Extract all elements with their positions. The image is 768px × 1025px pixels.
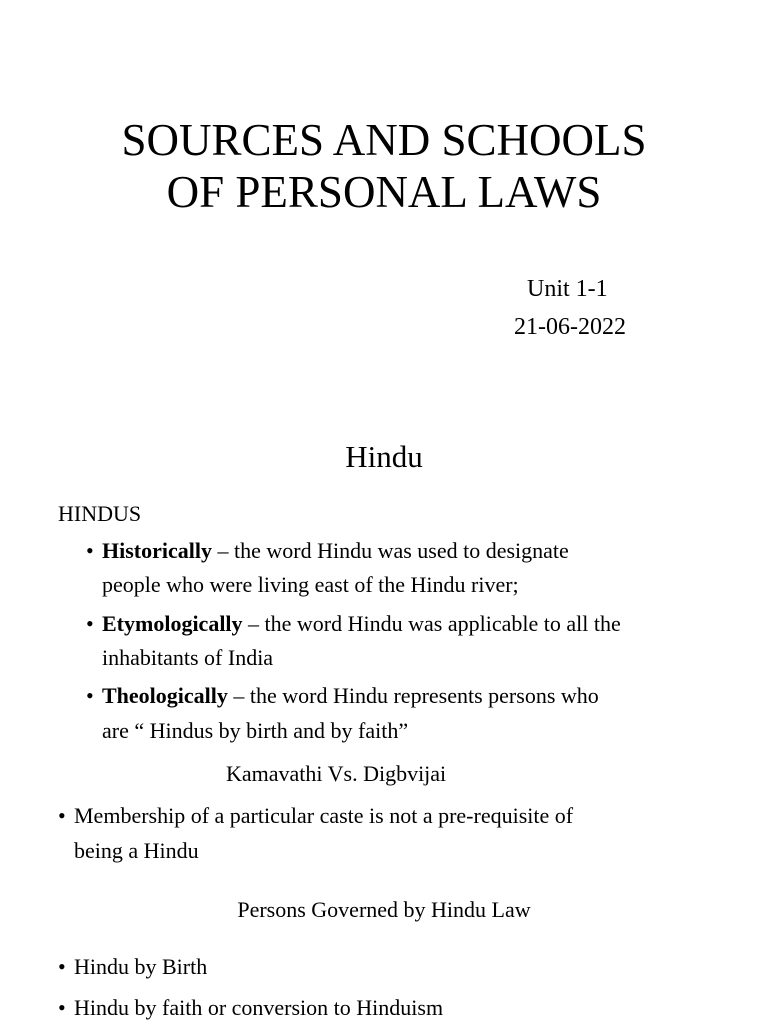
list-item-text: Membership of a particular caste is not a pre-requisite of (74, 803, 574, 828)
subheading-hindus: HINDUS (58, 501, 142, 526)
bullet-glyph: • (86, 538, 94, 563)
list-item-text: – the word Hindu was used to designate (211, 538, 569, 563)
list-item-line (102, 534, 569, 568)
list-item-text: – the word Hindu represents persons who (227, 683, 599, 708)
case-citation: Kamavathi Vs. Digbvijai (226, 761, 447, 786)
list-item-term: Etymologically (102, 611, 243, 636)
list-item-term: Theologically (102, 683, 228, 708)
list-item-continuation: inhabitants of India (102, 645, 274, 670)
bullet-glyph: • (58, 954, 66, 979)
persons-governed-heading: Persons Governed by Hindu Law (237, 897, 531, 922)
list-item-line (102, 679, 599, 713)
list-item-text: – the word Hindu was applicable to all the (242, 611, 621, 636)
bullet-glyph: • (86, 611, 94, 636)
unit-label: Unit 1-1 (527, 276, 608, 302)
slide-title-line-1: SOURCES AND SCHOOLS (121, 115, 647, 165)
bullet-glyph: • (58, 803, 66, 828)
slide-title-line-2: OF PERSONAL LAWS (166, 167, 602, 217)
bullet-glyph: • (58, 995, 66, 1020)
bullet-glyph: • (86, 683, 94, 708)
list-item-text: Hindu by Birth (74, 954, 208, 979)
list-item-line (102, 607, 621, 641)
date-label: 21-06-2022 (514, 314, 626, 340)
list-item-continuation: are “ Hindus by birth and by faith” (102, 718, 409, 743)
section-heading: Hindu (345, 439, 423, 474)
list-item-continuation: people who were living east of the Hindu river; (102, 572, 519, 597)
list-item-term: Historically (102, 538, 212, 563)
list-item-text: Hindu by faith or conversion to Hinduism (74, 995, 444, 1020)
list-item-continuation: being a Hindu (74, 838, 199, 863)
